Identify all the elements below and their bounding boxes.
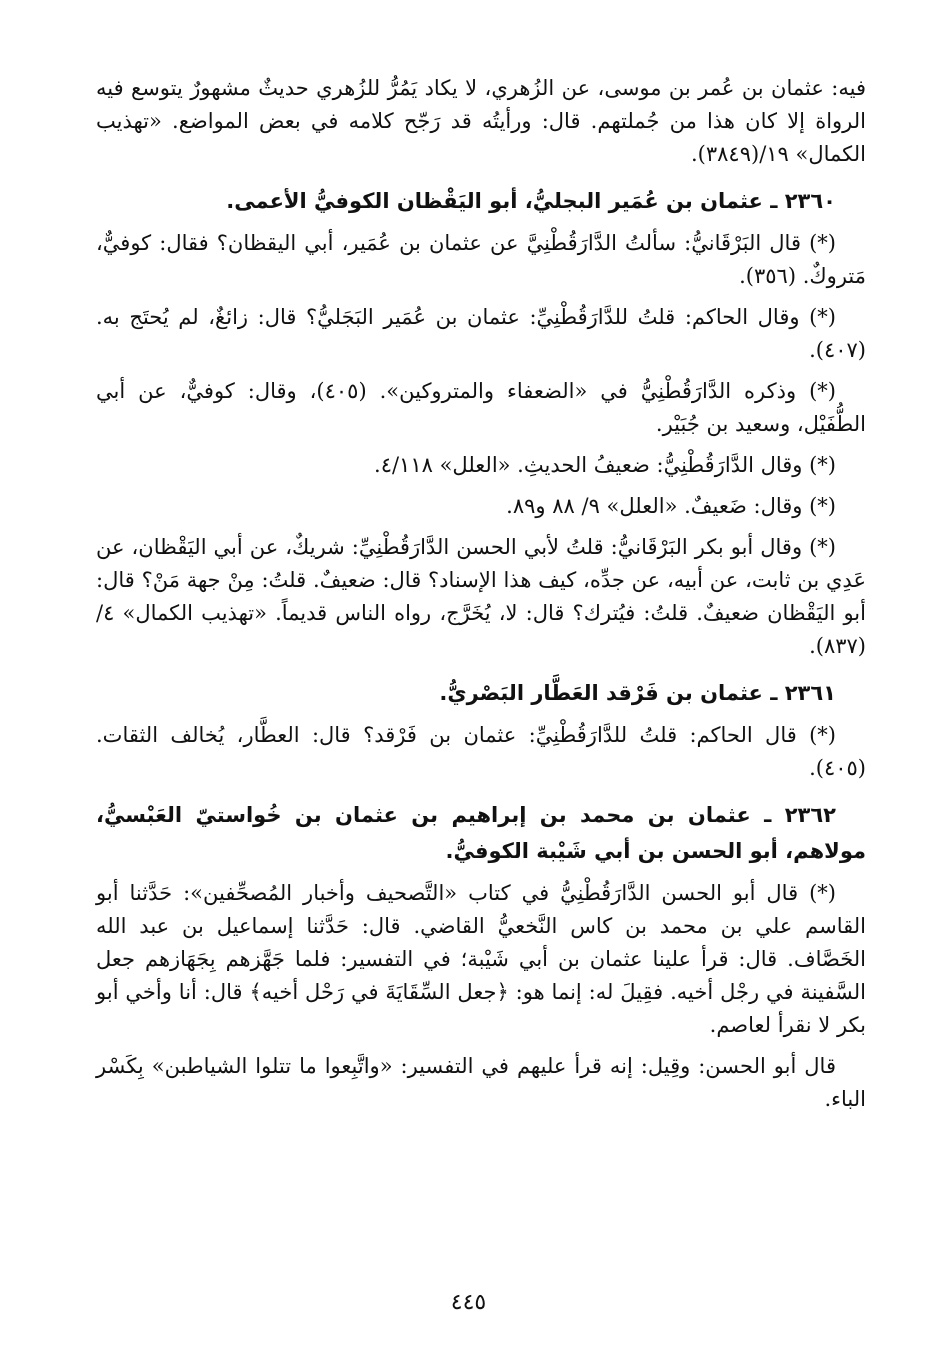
entry-heading-2361: ٢٣٦١ ـ عثمان بن فَرْقد العَطَّار البَصْريُّ. bbox=[439, 681, 836, 705]
paragraph-barqani-2360: (*) قال البَرْقَانيُّ: سألتُ الدَّارَقُطْنِيَّ عن عثمان بن عُمَير، أبي اليقظان؟ فقال: كوفيٌّ، مَتروكٌ. (٣٥٦). bbox=[96, 231, 866, 288]
paragraph-continuation: فيه: عثمان بن عُمر بن موسى، عن الزُهري، لا يكاد يَمُرُّ للزُهري حديثٌ مشهورٌ يتوسع فيه الرواة إلا كان هذا من جُملتهم. قال: ورأيتُه قد رَجّح كلامه في بعض المواضع. «تهذيب الكمال» ١٩/(٣٨٤٩). bbox=[96, 76, 866, 166]
paragraph-hakim-2361: (*) قال الحاكم: قلتُ للدَّارَقُطْنِيِّ: عثمان بن فَرْقد؟ قال: العطَّار، يُخالف الثقات. (٤٠٥). bbox=[96, 723, 866, 780]
page-body bbox=[96, 72, 866, 1124]
paragraph-ilal-2-2360: (*) وقال: ضَعيفٌ. «العلل» ٩/ ٨٨ و٨٩. bbox=[506, 494, 836, 518]
paragraph-abulhasan-2362: قال أبو الحسن: وقِيل: إنه قرأ عليهم في التفسير: «واتَّبِعوا ما تتلوا الشياطبن» بِكَسْر الباء. bbox=[96, 1054, 866, 1111]
paragraph-barqani-2-2360: (*) وقال أبو بكر البَرْقَانيُّ: قلتُ لأبي الحسن الدَّارَقُطْنِيِّ: شريكٌ، عن أبي اليَقْظان، عن عَدِي بن ثابت، عن أبيه، عن جدِّه، كيف هذا الإسناد؟ قال: ضعيفٌ. قلتُ: مِنْ جهة مَنْ؟ قال: أبو اليَقْظان ضعيفٌ. قلتُ: فيُترك؟ قال: لا، يُخَرَّج، رواه الناس قديماً. «تهذيب الكمال» ٤/ (٨٣٧). bbox=[96, 535, 866, 658]
page-number: ٤٤٥ bbox=[450, 1290, 487, 1315]
entry-heading-2362: ٢٣٦٢ ـ عثمان بن محمد بن إبراهيم بن عثمان بن خُواستيّ العَبْسيُّ، مولاهم، أبو الحسن بن أبي شَيْبة الكوفيُّ. bbox=[96, 803, 866, 863]
entry-heading-2360: ٢٣٦٠ ـ عثمان بن عُمَير البجليُّ، أبو اليَقْظان الكوفيُّ الأعمى. bbox=[226, 189, 836, 213]
paragraph-duafa-2360: (*) وذكره الدَّارَقُطْنِيُّ في «الضعفاء والمتروكين». (٤٠٥)، وقال: كوفيٌّ، عن أبي الطُّفَيْل، وسعيد بن جُبَيْر. bbox=[96, 379, 866, 436]
paragraph-tashif-2362: (*) قال أبو الحسن الدَّارَقُطْنِيُّ في كتاب «التَّصحيف وأخبار المُصحِّفين»: حَدَّثنا أبو القاسم علي بن محمد بن كاس النَّخعيُّ القاضي. قال: حَدَّثنا إسماعيل بن عبد الله الخَصَّاف. قال: قرأ علينا عثمان بن أبي شَيْبة؛ في التفسير: فلما جَهَّزهم بِجَهَازهم جعل السَّفينة في رجْل أخيه. فقِيلَ له: إنما هو: ﴿جعل السِّقَايَةَ في رَحْل أخيه﴾ قال: أنا وأخي أبو بكر لا نقرأ لعاصم. bbox=[96, 881, 866, 1037]
paragraph-ilal-1-2360: (*) وقال الدَّارَقُطْنِيُّ: ضعيفُ الحديثِ. «العلل» ٤/١١٨. bbox=[374, 453, 836, 477]
paragraph-hakim-2360: (*) وقال الحاكم: قلتُ للدَّارَقُطْنِيِّ: عثمان بن عُمَير البَجَليُّ؟ قال: زائغٌ، لم يُحتَج به. (٤٠٧). bbox=[96, 305, 866, 362]
